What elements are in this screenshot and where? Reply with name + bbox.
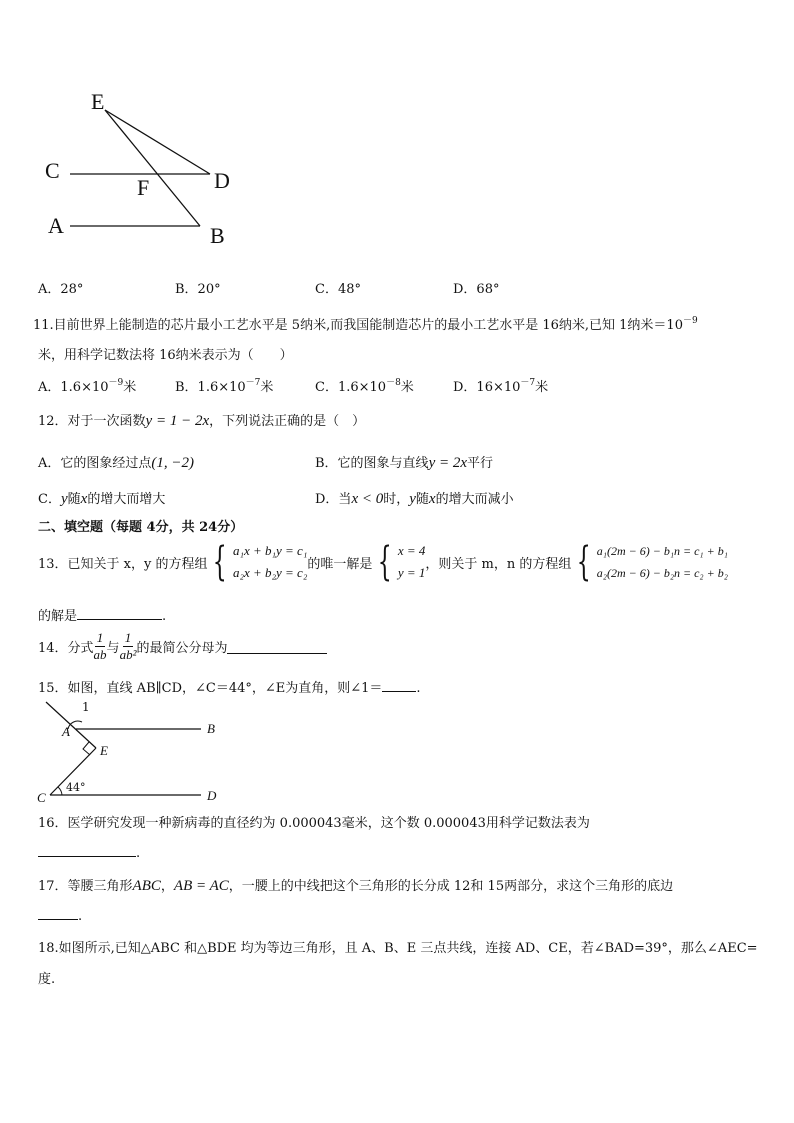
q13-stem: 13．已知关于 x，y 的方程组 { a₁x + b₁y = c₁ a₂x + b₂y = c₂ 的唯一解是 { x = 4 y = 1 ，则关于 m，n 的方程组 { a₁(2m − 6) − b₁n = c₁ + b₁ a₂(2m − 6) − b₂n = c₂ + b₂ (38, 539, 728, 585)
label-b: B (210, 223, 225, 248)
q13-answer-line: 的解是 . (38, 605, 166, 624)
q13-solution-x: x = 4 (397, 543, 426, 558)
label-a: A (48, 213, 64, 238)
q11-stem-line1 (33, 313, 698, 333)
label-d: D (214, 168, 230, 193)
q17-stem: 17．等腰三角形ABC，AB = AC，一腰上的中线把这个三角形的长分成 12和 15两部分，求这个三角形的底边 (38, 878, 674, 894)
q10-option-b[interactable]: B．20° (175, 282, 221, 297)
q12-stem: 12．对于一次函数y = 1 − 2x，下列说法正确的是（ ） (38, 413, 366, 429)
q11-option-c[interactable]: C．$1.6\times 10^{-8}$米 (315, 378, 414, 395)
q14-answer-blank[interactable] (227, 639, 327, 654)
label-e: E (91, 89, 105, 114)
q16-answer-line: . (38, 842, 140, 861)
q15-label-d: D (207, 788, 217, 803)
q15-angle44-arc (58, 787, 62, 795)
q15-angle1-arc (68, 721, 82, 729)
q15-label-c: C (37, 790, 46, 805)
q11-option-b[interactable]: B．$1.6\times 10^{-7}$米 (175, 378, 274, 395)
q15-label-a: A (62, 724, 70, 739)
q16-stem: 16．医学研究发现一种新病毒的直径约为 0.000043毫米，这个数 0.000043用科学记数法表为 (38, 816, 590, 831)
q17-answer-blank[interactable] (38, 905, 78, 920)
section-title-fill-blank: 二、填空题（每题 4分，共 24分） (38, 520, 244, 535)
q13-system1-eq2: a₂x + b₂y = c₂ (232, 565, 308, 580)
q14-frac1-num: 1 (96, 630, 104, 645)
line-eb (105, 110, 200, 226)
q13-system2-eq2: a₂(2m − 6) − b₂n = c₂ + b₂ (596, 566, 728, 580)
q12-formula: y = 1 − 2x (145, 413, 210, 429)
q14-frac2-den: ab² (119, 647, 137, 662)
label-f: F (137, 175, 150, 200)
q10-option-a[interactable]: A．28° (38, 282, 84, 297)
q13-answer-blank[interactable] (77, 605, 162, 620)
q15-right-angle-mark (83, 742, 90, 755)
q11-stem-line2: 米，用科学记数法将 16纳米表示为（ ） (38, 348, 293, 363)
q11-exponent: －9 (682, 316, 698, 326)
q15-label-e: E (100, 743, 108, 758)
q15-label-1: 1 (82, 700, 90, 714)
q13-system2-eq1: a₁(2m − 6) − b₁n = c₁ + b₁ (596, 544, 728, 558)
q13-solution-y: y = 1 (397, 565, 426, 580)
q18-stem-line1: 18.如图所示,已知△ABC 和△BDE 均为等边三角形，且 A、B、E 三点共线，连接 AD、CE，若∠BAD=39°，那么∠AEC= (38, 941, 758, 956)
q11-option-a[interactable]: A．$1.6\times 10^{-9}$米 (38, 378, 137, 395)
q11-option-d[interactable]: D．$16\times 10^{-7}$米 (453, 378, 549, 395)
q16-answer-blank[interactable] (38, 842, 136, 857)
q12-option-b[interactable]: B．它的图象与直线y = 2x平行 (315, 455, 494, 471)
q14-frac1-den: ab (93, 647, 107, 662)
q14-stem: 14．分式 $\frac{1}{ab}$ 与 $\frac{1}{\text{ab²}}$ 的最简公分母为 (38, 630, 327, 663)
line-ed (105, 110, 210, 174)
q12-option-d[interactable]: D．当x < 0时，y随x的增大而减小 (315, 491, 514, 507)
q13-system1-eq1: a₁x + b₁y = c₁ (232, 543, 308, 558)
q10-option-c[interactable]: C．48° (315, 282, 361, 297)
q15-answer-blank[interactable] (382, 677, 416, 692)
q15-stem: 15．如图，直线 AB∥CD，∠C＝44°，∠E为直角，则∠1＝ . (38, 677, 421, 696)
q12-option-a[interactable]: A．它的图象经过点(1, −2) (38, 455, 195, 471)
q10-option-d[interactable]: D．68° (453, 282, 500, 297)
q15-label-b: B (207, 721, 215, 736)
q14-frac2-num: 1 (124, 630, 132, 645)
q18-stem-line2: 度. (38, 972, 56, 987)
q12-option-c[interactable]: C．y随x的增大而增大 (38, 491, 166, 507)
q15-label-angle: 44° (66, 781, 86, 794)
q11-text: 11.目前世界上能制造的芯片最小工艺水平是 5纳米,而我国能制造芯片的最小工艺水平是 16纳米,已知 1纳米＝10 (33, 318, 683, 333)
label-c: C (45, 158, 60, 183)
q17-answer-line: . (38, 905, 82, 924)
